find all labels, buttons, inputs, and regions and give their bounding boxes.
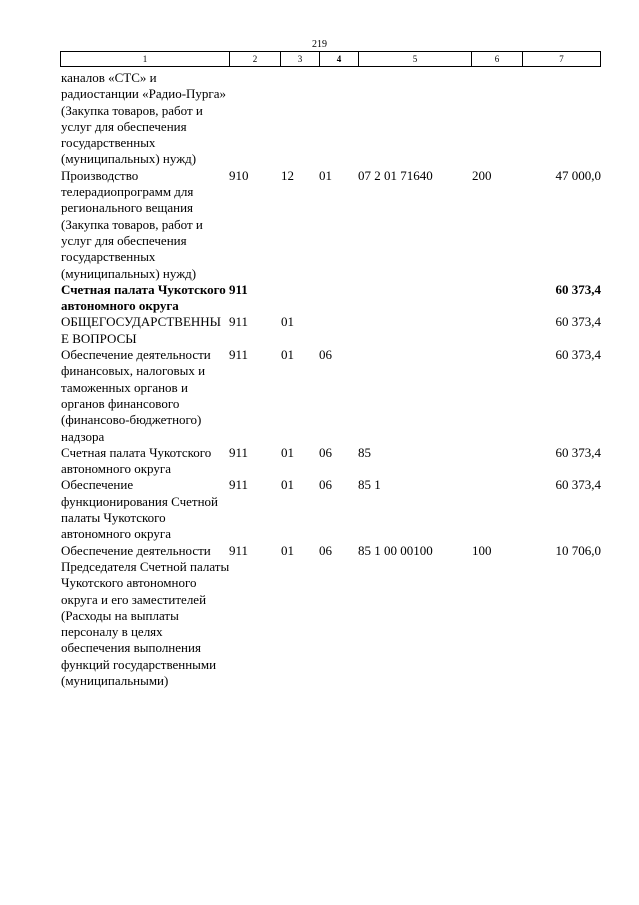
header-col-2: 2 [229, 51, 281, 67]
row-code: 911 [229, 444, 249, 460]
table-row [0, 477, 639, 542]
row-expense-type: 200 [472, 167, 492, 183]
row-section: 12 [281, 167, 294, 183]
row-name: Производство телерадиопрограмм для регионального вещания (Закупка товаров, работ и услуг для обеспечения государственных (муниципальных) нужд) [61, 167, 203, 281]
row-code: 910 [229, 167, 249, 183]
row-section: 01 [281, 347, 294, 363]
row-amount: 60 373,4 [555, 314, 601, 330]
row-target: 07 2 01 71640 [358, 167, 433, 183]
row-name: Счетная палата Чукотского автономного округа [61, 444, 212, 477]
row-name: Обеспечение функционирования Счетной палаты Чукотского автономного округа [61, 477, 218, 542]
row-section: 01 [281, 444, 294, 460]
row-name: ОБЩЕГОСУДАРСТВЕННЫЕ ВОПРОСЫ [61, 314, 222, 346]
row-amount: 47 000,0 [555, 167, 601, 183]
header-col-4: 4 [319, 51, 359, 67]
header-col-1: 1 [60, 51, 230, 67]
page-number: 219 [312, 39, 327, 50]
table-row [0, 314, 639, 347]
table-row [0, 70, 639, 168]
row-target: 85 [358, 444, 371, 460]
row-amount: 60 373,4 [555, 281, 601, 297]
row-amount: 60 373,4 [555, 444, 601, 460]
row-name: Счетная палата Чукотского автономного округа [61, 281, 226, 314]
table-row [0, 282, 639, 315]
table-header [60, 51, 601, 67]
row-expense-type: 100 [472, 542, 492, 558]
table-row [0, 543, 639, 690]
row-name: Обеспечение деятельности финансовых, налоговых и таможенных органов и органов финансового (финансово-бюджетного) надзора [61, 347, 211, 444]
row-code: 911 [229, 477, 249, 493]
row-subsection: 06 [319, 444, 332, 460]
table-body [0, 70, 639, 689]
row-amount: 60 373,4 [555, 477, 601, 493]
row-code: 911 [229, 347, 249, 363]
row-target: 85 1 [358, 477, 381, 493]
table-row [0, 168, 639, 282]
row-code: 911 [229, 542, 249, 558]
row-subsection: 01 [319, 167, 332, 183]
row-subsection: 06 [319, 347, 332, 363]
header-col-5: 5 [358, 51, 472, 67]
row-amount: 60 373,4 [555, 347, 601, 363]
row-subsection: 06 [319, 542, 332, 558]
row-target: 85 1 00 00100 [358, 542, 433, 558]
row-section: 01 [281, 314, 294, 330]
row-section: 01 [281, 477, 294, 493]
header-col-7: 7 [522, 51, 601, 67]
row-name: Обеспечение деятельности Председателя Счетной палаты Чукотского автономного округа и его заместителей (Расходы на выплаты персоналу в целях обеспечения выполнения функций государственными (муниципальными) [61, 542, 230, 688]
row-subsection: 06 [319, 477, 332, 493]
table-row [0, 445, 639, 478]
row-name: каналов «СТС» и радиостанции «Радио-Пурга» (Закупка товаров, работ и услуг для обеспечения государственных (муниципальных) нужд) [61, 70, 227, 167]
table-row [0, 347, 639, 445]
header-col-3: 3 [280, 51, 320, 67]
row-code: 911 [229, 314, 249, 330]
row-section: 01 [281, 542, 294, 558]
row-code: 911 [229, 281, 248, 297]
header-col-6: 6 [471, 51, 523, 67]
row-amount: 10 706,0 [555, 542, 601, 558]
